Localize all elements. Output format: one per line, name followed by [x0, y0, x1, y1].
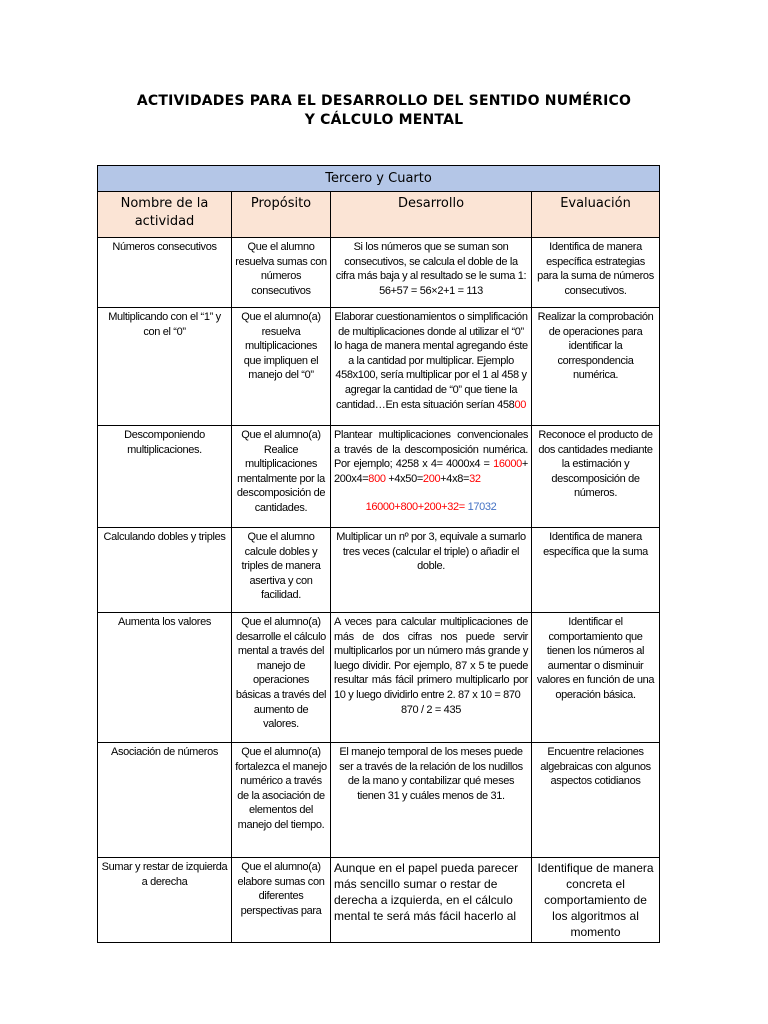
document-title-line-2: Y CÁLCULO MENTAL	[304, 112, 464, 128]
activities-table	[97, 165, 660, 943]
activity-purpose: Que el alumno(a) resuelva multiplicaciones que impliquen el manejo del “0”	[241, 311, 321, 382]
document-title-line-1: ACTIVIDADES PARA EL DESARROLLO DEL SENTIDO NUMÉRICO	[136, 93, 632, 109]
activity-purpose: Que el alumno(a) desarrolle el cálculo mental a través del manejo de operaciones básicas a través del aumento de valores.	[235, 616, 327, 731]
activity-development-result: 870 / 2 = 435	[401, 703, 461, 716]
activity-development	[334, 310, 528, 412]
table-row	[98, 613, 660, 743]
activity-evaluation: Identificar el comportamiento que tienen los números al aumentar o disminuir valores en función de una operación básica.	[536, 616, 655, 701]
activity-purpose: Que el alumno(a) fortalezca el manejo numérico a través de la asociación de elementos del manejo del tiempo.	[235, 746, 327, 831]
table-row	[98, 308, 660, 426]
table-row	[98, 426, 660, 528]
activity-evaluation: Encuentre relaciones algebraicas con algunos aspectos cotidianos	[540, 746, 651, 788]
sum-line	[334, 500, 528, 515]
partial-result: 32	[469, 472, 481, 485]
column-header-desarrollo: Desarrollo	[331, 192, 532, 238]
activity-evaluation: Identifica de manera específica estrategias para la suma de números consecutivos.	[537, 241, 654, 297]
activity-purpose: Que el alumno resuelva sumas con números consecutivos	[235, 241, 327, 297]
highlighted-zeros: 00	[514, 398, 526, 411]
partial-result: 800	[368, 472, 386, 485]
activity-name: Descomponiendo multiplicaciones.	[124, 429, 205, 456]
activity-purpose: Que el alumno(a) Realice multiplicaciones mentalmente por la descomposición de cantidades.	[236, 429, 326, 514]
development-text: +4x8=	[440, 472, 470, 485]
development-text: Plantear multiplicaciones convencionales a través de la descomposición numérica. Por ejemplo; 4258 x 4= 4000x4 =	[334, 429, 528, 471]
activity-development: Si los números que se suman son consecutivos, se calcula el doble de la cifra más baja y al resultado se le suma 1: 56+57 = 56×2+1 = 113	[335, 241, 527, 297]
activity-name: Aumenta los valores	[117, 616, 211, 628]
activity-name: Asociación de números	[111, 746, 218, 758]
activity-development	[334, 428, 528, 486]
activity-development: El manejo temporal de los meses puede ser a través de la relación de los nudillos de la mano y contabilizar qué meses tienen 31 y cuáles menos de 31.	[339, 746, 523, 802]
activity-purpose: Que el alumno(a) elabore sumas con diferentes perspectivas para	[237, 861, 325, 917]
table-row	[98, 528, 660, 613]
partial-result: 200	[422, 472, 441, 485]
column-header-proposito: Propósito	[232, 192, 331, 238]
activity-name: Multiplicando con el “1” y con el “0”	[108, 311, 221, 338]
activity-evaluation: Identifica de manera específica que la suma	[543, 531, 648, 558]
activity-name: Números consecutivos	[112, 241, 217, 253]
activity-development: Aunque en el papel pueda parecer más sencillo sumar o restar de derecha a izquierda, en el cálculo mental te será más fácil hacerlo al	[334, 861, 519, 923]
sum-total: 17032	[467, 501, 497, 514]
development-text: +4x50=	[385, 472, 423, 485]
activity-name: Calculando dobles y triples	[103, 531, 226, 543]
column-header-nombre: Nombre de la actividad	[98, 192, 232, 238]
development-text: Elaborar cuestionamientos o simplificación de multiplicaciones donde al utilizar el “0” lo haga de manera mental agregando éste a la cantidad por multiplicar. Ejemplo 458x100, sería multiplicar por el 1 al 458 y agregar la cantidad de “0” que tiene la cantidad…En esta situación serían 458	[334, 311, 528, 411]
activity-evaluation: Identifique de manera concreta el comportamiento de los algoritmos al momento	[537, 861, 654, 939]
column-header-evaluacion: Evaluación	[532, 192, 660, 238]
activity-purpose: Que el alumno calcule dobles y triples de manera asertiva y con facilidad.	[241, 531, 321, 602]
activity-development: A veces para calcular multiplicaciones de más de dos cifras nos puede servir multiplicarlos por un número más grande y luego dividir. Por ejemplo, 87 x 5 te puede resultar más fácil primero multiplicarlo por 10 y luego dividirlo entre 2. 87 x 10 = 870	[334, 616, 528, 701]
sum-expression: 16000+800+200+32=	[365, 501, 468, 514]
activity-evaluation: Reconoce el producto de dos cantidades mediante la estimación y descomposición de números.	[538, 429, 653, 500]
grade-band-header: Tercero y Cuarto	[98, 166, 660, 192]
document-title	[0, 92, 768, 130]
development-text: + 200x4=	[334, 458, 528, 485]
table-row	[98, 858, 660, 943]
table-row	[98, 743, 660, 858]
activity-evaluation: Realizar la comprobación de operaciones para identificar la correspondencia numérica.	[537, 311, 654, 382]
partial-result: 16000	[493, 458, 522, 471]
activity-development: Multiplicar un nº por 3, equivale a sumarlo tres veces (calcular el triple) o añadir el doble.	[336, 531, 526, 573]
table-row	[98, 238, 660, 308]
activity-name: Sumar y restar de izquierda a derecha	[101, 861, 228, 888]
